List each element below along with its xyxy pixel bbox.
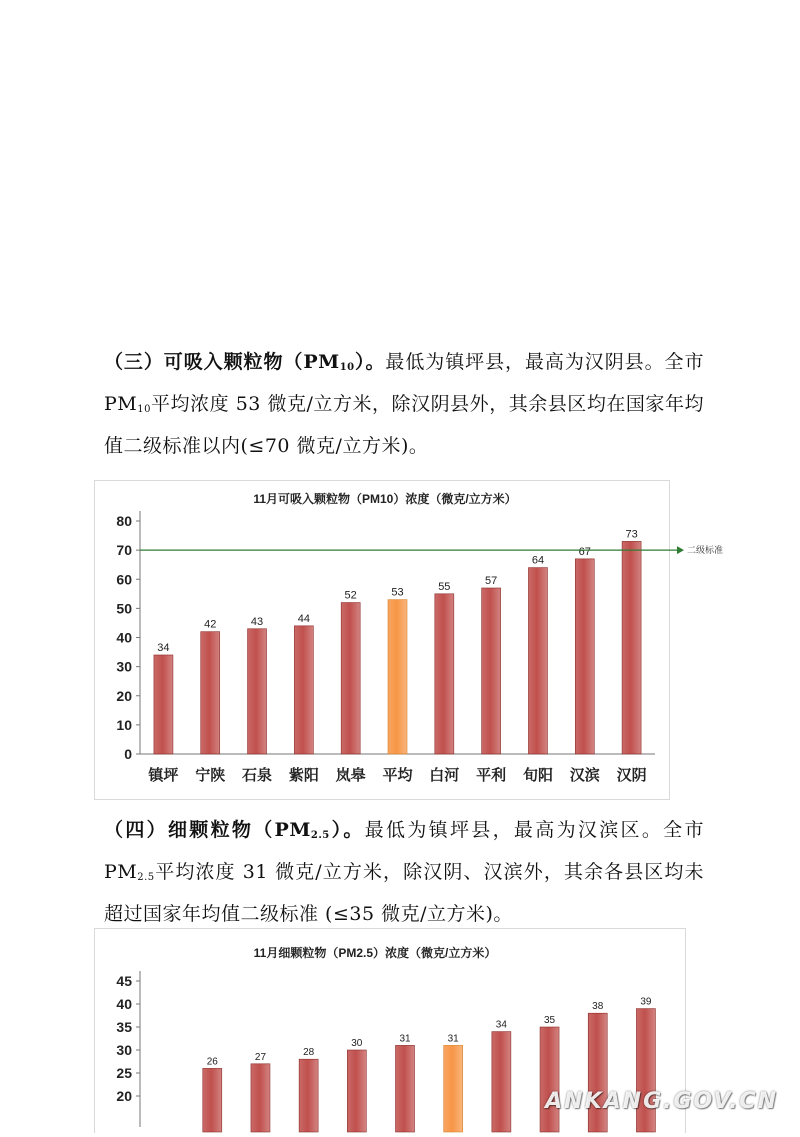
site-watermark: ANKANG.GOV.CN	[545, 1089, 778, 1114]
data-label: 64	[531, 554, 545, 567]
x-category-label: 旬阳	[522, 767, 553, 784]
standard-line-label: 二级标准	[687, 545, 724, 556]
pm10-text-1: 最低为镇坪县，最高为汉阴县。全市 PM	[104, 351, 704, 415]
y-tick-label: 10	[116, 716, 132, 733]
y-tick-label: 80	[116, 513, 132, 529]
y-tick-label: 45	[116, 973, 132, 989]
data-label: 67	[578, 545, 591, 558]
bar-average	[444, 1045, 463, 1132]
chart-title: 11月细颗粒物（PM2.5）浓度（微克/立方米）	[253, 946, 497, 960]
pm10-chart-svg	[95, 481, 724, 799]
bar	[251, 1064, 270, 1132]
bar	[540, 1027, 559, 1132]
bar	[154, 655, 173, 754]
data-label: 42	[204, 618, 217, 631]
data-label: 31	[399, 1033, 411, 1045]
bar	[396, 1045, 415, 1132]
data-label: 55	[438, 580, 451, 593]
y-tick-label: 25	[116, 1065, 132, 1081]
bar	[294, 626, 313, 754]
data-label: 35	[543, 1015, 556, 1026]
data-label: 28	[303, 1047, 315, 1059]
bar-average	[388, 600, 407, 754]
bar	[347, 1050, 366, 1132]
y-tick-label: 35	[116, 1019, 132, 1035]
pm25-text-1: 最低为镇坪县，最高为汉滨区。全市 PM	[104, 819, 704, 883]
data-label: 53	[391, 586, 404, 599]
data-label: 31	[447, 1033, 459, 1045]
y-tick-label: 40	[116, 629, 132, 646]
chart-title: 11月可吸入颗粒物（PM10）浓度（微克/立方米）	[253, 492, 517, 506]
bar	[248, 629, 267, 754]
bar	[492, 1032, 511, 1132]
y-tick-label: 30	[116, 1042, 132, 1058]
bar	[482, 588, 501, 754]
y-tick-label: 70	[116, 542, 132, 559]
standard-line-arrow	[677, 546, 684, 554]
x-category-label: 紫阳	[288, 767, 319, 784]
x-category-label: 汉阴	[616, 767, 647, 784]
data-label: 73	[625, 528, 638, 541]
data-label: 39	[640, 996, 652, 1008]
bar	[435, 594, 454, 754]
data-label: 34	[495, 1019, 507, 1031]
x-category-label: 白河	[429, 767, 460, 784]
pm10-paragraph: （三）可吸入颗粒物$(PM_{10})$。最低为镇坪县，最高为汉阴县。全市 $PM_{10}$平均浓度 53 微克/立方米，除汉阴县外，其余县区均在国家年均值二级标准以内(≤70 微克/立方米)。	[104, 351, 704, 457]
x-category-label: 镇坪	[148, 767, 179, 784]
data-label: 30	[351, 1038, 363, 1049]
y-tick-label: 40	[116, 996, 132, 1012]
bar	[203, 1068, 222, 1132]
x-category-label: 汉滨	[569, 767, 600, 784]
bar	[341, 603, 360, 754]
bar	[201, 632, 220, 754]
data-label: 27	[254, 1051, 267, 1063]
pm25-text-2: 平均浓度 31 微克/立方米，除汉阴、汉滨外，其余各县区均未超过国家年均值二级标准 (≤35 微克/立方米)。	[104, 861, 704, 925]
x-category-label: 岚皋	[335, 767, 366, 784]
pm25-heading: （四）细颗粒物$(PM_{2.5})$。	[104, 819, 365, 841]
pm25-paragraph: （四）细颗粒物$(PM_{2.5})$。最低为镇坪县，最高为汉滨区。全市 $PM_{2.5}$平均浓度 31 微克/立方米，除汉阴、汉滨外，其余各县区均未超过国家年均值二级标准 (≤35 微克/立方米)。	[104, 819, 704, 925]
data-label: 44	[297, 612, 310, 625]
y-tick-label: 0	[124, 746, 132, 762]
data-label: 43	[250, 615, 264, 628]
pm10-text-2: 平均浓度 53 微克/立方米，除汉阴县外，其余县区均在国家年均值二级标准以内(≤70 微克/立方米)。	[104, 393, 704, 457]
pm10-chart	[94, 480, 724, 800]
y-tick-label: 20	[116, 687, 132, 704]
data-label: 34	[157, 641, 170, 654]
data-label: 52	[344, 589, 357, 602]
bar	[622, 541, 641, 754]
bar	[528, 568, 547, 754]
bar	[575, 559, 594, 754]
data-label: 26	[206, 1056, 218, 1068]
data-label: 57	[485, 574, 498, 587]
x-category-label: 平利	[476, 767, 507, 784]
x-category-label: 宁陕	[195, 767, 226, 784]
y-tick-label: 60	[116, 571, 132, 588]
y-tick-label: 50	[116, 600, 132, 617]
bar	[299, 1059, 318, 1132]
y-tick-label: 20	[116, 1088, 132, 1104]
bar	[588, 1013, 607, 1132]
x-category-label: 平均	[382, 767, 413, 784]
x-category-label: 石泉	[242, 767, 273, 784]
data-label: 38	[592, 1001, 604, 1013]
y-tick-label: 30	[116, 658, 132, 675]
pm10-heading: （三）可吸入颗粒物$(PM_{10})$。	[104, 351, 386, 373]
